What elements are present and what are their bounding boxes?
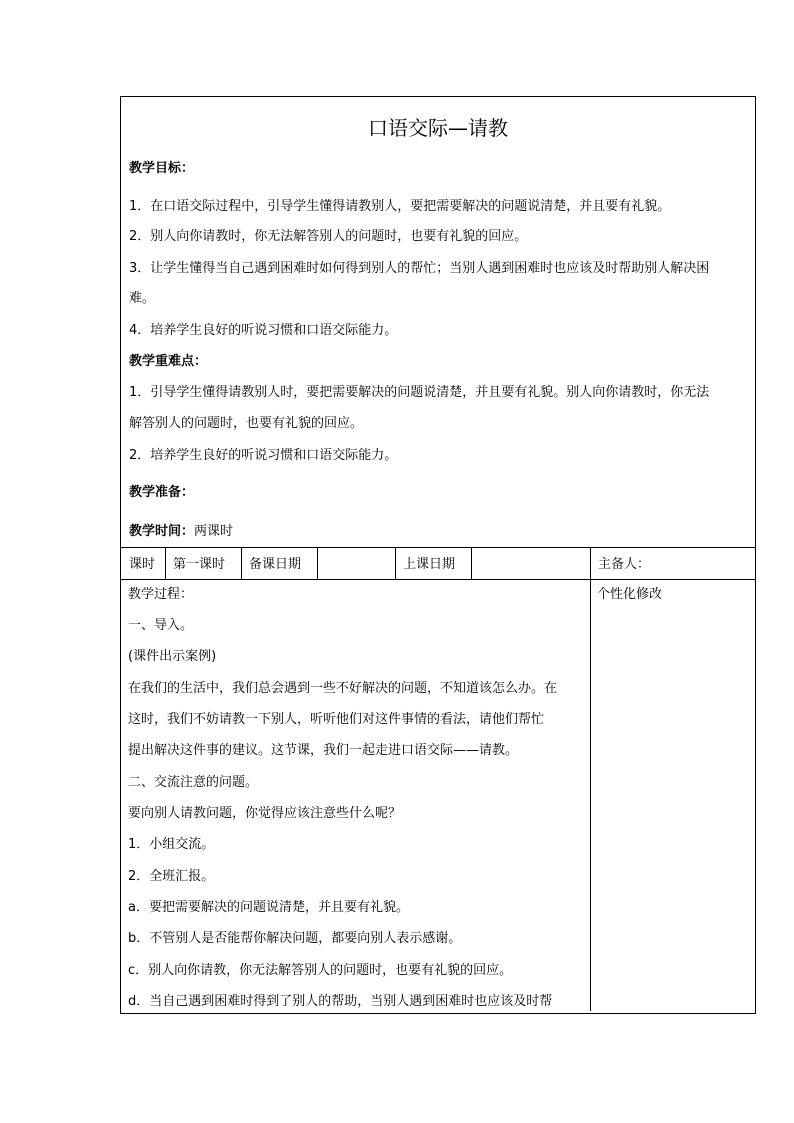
- cell-preparer-label: 主备人：: [598, 557, 651, 572]
- process-line: c．别人向你请教，你无法解答别人的问题时，也要有礼貌的回应。: [128, 963, 513, 978]
- key-point-item: 1．引导学生懂得请教别人时，要把需要解决的问题说清楚，并且要有礼貌。别人向你请教时，你无法: [129, 385, 710, 400]
- process-line: 要向别人请教问题，你觉得应该注意些什么呢？: [128, 806, 402, 821]
- process-line: 提出解决这件事的建议。这节课，我们一起走进口语交际——请教。: [128, 743, 519, 758]
- process-line: 二、交流注意的问题。: [128, 775, 259, 790]
- process-line: 2．全班汇报。: [128, 869, 215, 884]
- goal-item: 2．别人向你请教时，你无法解答别人的问题时，也要有礼貌的回应。: [129, 229, 528, 244]
- process-line: (课件出示案例): [128, 649, 217, 664]
- key-point-item-continued: 解答别人的问题时，也要有礼貌的回应。: [129, 416, 364, 431]
- process-line: 这时，我们不妨请教一下别人，听听他们对这件事情的看法，请他们帮忙: [128, 712, 545, 727]
- cell-class-date-value: [473, 551, 479, 579]
- process-line: 一、导入。: [128, 618, 194, 633]
- process-line: d．当自己遇到困难时得到了别人的帮助，当别人遇到困难时也应该及时帮: [128, 994, 553, 1009]
- cell-prep-date-label: 备课日期: [249, 557, 302, 572]
- cell-divider: [471, 547, 472, 579]
- row-divider: [121, 547, 755, 548]
- cell-prep-date-value: [319, 551, 325, 579]
- teaching-time-value: 两课时: [194, 524, 234, 539]
- column-divider: [590, 547, 591, 1011]
- process-line: 在我们的生活中，我们总会遇到一些不好解决的问题，不知道该怎么办。在: [128, 681, 558, 696]
- preparation-label: 教学准备：: [129, 485, 195, 500]
- row-divider: [121, 579, 755, 580]
- goal-item: 4．培养学生良好的听说习惯和口语交际能力。: [129, 323, 398, 338]
- key-points-heading: 教学重难点：: [129, 354, 208, 369]
- teaching-time: [129, 523, 233, 541]
- cell-divider: [241, 547, 242, 579]
- teaching-time-label: 教学时间：: [129, 524, 195, 539]
- process-line: a．要把需要解决的问题说清楚，并且要有礼貌。: [128, 900, 409, 915]
- goal-item: 3．让学生懂得当自己遇到困难时如何得到别人的帮忙；当别人遇到困难时也应该及时帮助别人解决困: [129, 261, 710, 276]
- cell-lesson-label: 课时: [129, 557, 156, 572]
- goals-heading: 教学目标：: [129, 161, 195, 176]
- cell-lesson-value: 第一课时: [173, 557, 226, 572]
- process-line: b．不管别人是否能帮你解决问题，都要向别人表示感谢。: [128, 931, 462, 946]
- lesson-plan-table: [120, 96, 756, 1014]
- goal-item-continued: 难。: [129, 291, 156, 306]
- cell-class-date-label: 上课日期: [403, 557, 456, 572]
- cell-divider: [317, 547, 318, 579]
- cell-divider: [165, 547, 166, 579]
- page-title: 口语交际—请教: [368, 116, 508, 140]
- cell-divider: [395, 547, 396, 579]
- process-line: 1．小组交流。: [128, 837, 215, 852]
- goal-item: 1．在口语交际过程中，引导学生懂得请教别人，要把需要解决的问题说清楚，并且要有礼貌。: [129, 199, 671, 214]
- process-line: 教学过程：: [128, 587, 194, 602]
- key-point-item: 2．培养学生良好的听说习惯和口语交际能力。: [129, 448, 398, 463]
- personalized-edit-label: 个性化修改: [597, 587, 663, 602]
